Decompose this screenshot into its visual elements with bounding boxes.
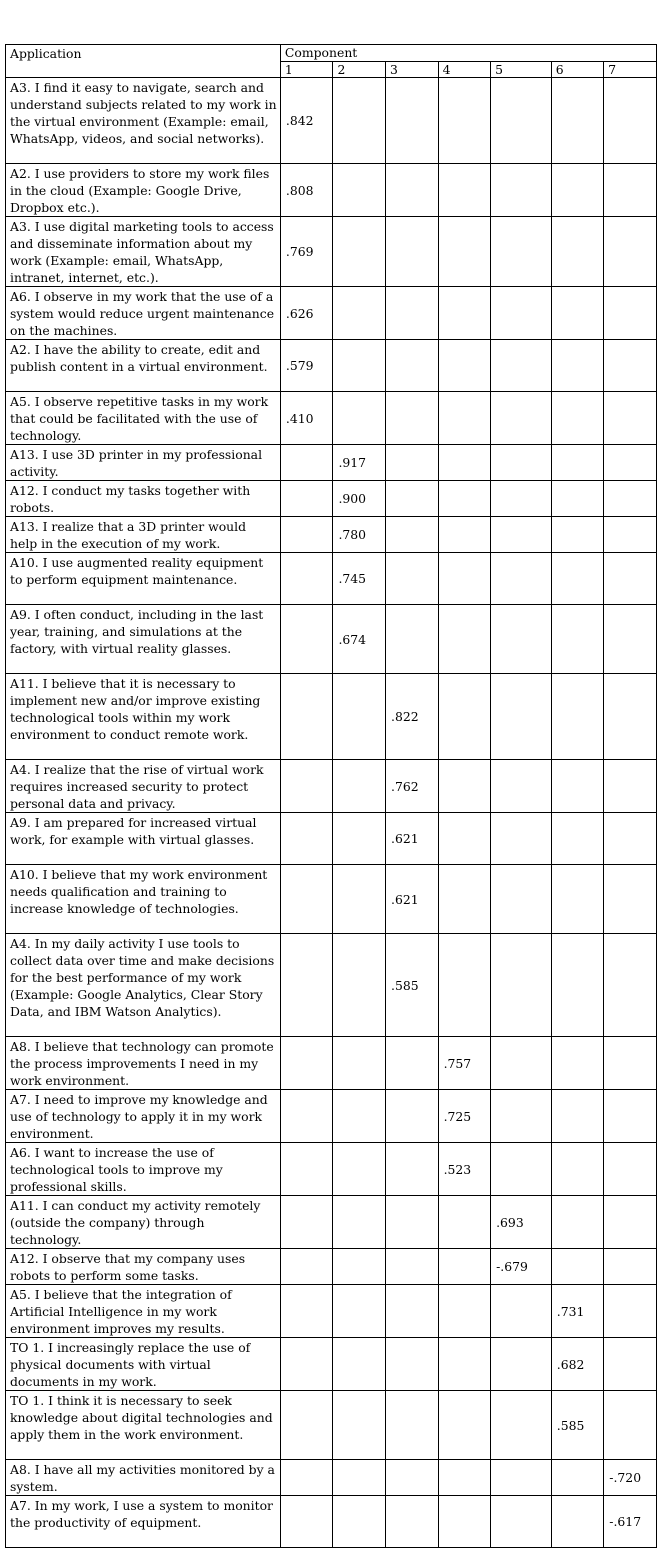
empty-cell [280,1037,333,1090]
empty-cell [386,1090,439,1143]
item-label: A11. I can conduct my activity remotely (outside the company) through technology. [6,1196,281,1249]
empty-cell [491,287,552,340]
empty-cell [438,1285,491,1338]
empty-cell [333,78,386,164]
empty-cell [280,674,333,760]
item-label: A7. In my work, I use a system to monitor the productivity of equipment. [6,1496,281,1548]
item-label: A10. I use augmented reality equipment to perform equipment maintenance. [6,553,281,605]
empty-cell [551,340,604,392]
empty-cell [491,813,552,865]
empty-cell [551,1037,604,1090]
table-row [6,605,657,674]
empty-cell [438,1196,491,1249]
loading-value: .808 [280,164,333,217]
loading-value: .410 [280,392,333,445]
item-label: A3. I find it easy to navigate, search and understand subjects related to my work in the virtual environment (Example: email, WhatsApp, videos, and social networks). [6,78,281,164]
empty-cell [551,392,604,445]
empty-cell [491,445,552,481]
empty-cell [491,553,552,605]
empty-cell [386,1037,439,1090]
empty-cell [551,445,604,481]
item-label: A8. I believe that technology can promote the process improvements I need in my work environment. [6,1037,281,1090]
empty-cell [333,1285,386,1338]
loading-value: -.617 [604,1496,657,1548]
empty-cell [280,1391,333,1460]
empty-cell [491,1090,552,1143]
empty-cell [280,1143,333,1196]
empty-cell [604,445,657,481]
empty-cell [604,605,657,674]
empty-cell [491,517,552,553]
empty-cell [604,287,657,340]
empty-cell [438,674,491,760]
empty-cell [333,1460,386,1496]
empty-cell [604,517,657,553]
empty-cell [551,865,604,934]
empty-cell [604,760,657,813]
loading-value: .731 [551,1285,604,1338]
empty-cell [551,605,604,674]
table-row [6,392,657,445]
empty-cell [438,813,491,865]
empty-cell [438,392,491,445]
table-row [6,1338,657,1391]
empty-cell [604,1249,657,1285]
empty-cell [333,164,386,217]
table-row [6,1196,657,1249]
item-label: A4. In my daily activity I use tools to collect data over time and make decisions for the best performance of my work (Example: Google Analytics, Clear Story Data, and IBM Watson Analytics). [6,934,281,1037]
empty-cell [386,445,439,481]
loading-value: .585 [386,934,439,1037]
empty-cell [438,934,491,1037]
empty-cell [551,287,604,340]
empty-cell [333,217,386,287]
loading-value: .626 [280,287,333,340]
empty-cell [491,164,552,217]
table-row [6,813,657,865]
empty-cell [438,605,491,674]
loading-value: .917 [333,445,386,481]
empty-cell [280,934,333,1037]
empty-cell [280,813,333,865]
empty-cell [438,1338,491,1391]
empty-cell [491,217,552,287]
empty-cell [333,865,386,934]
empty-cell [333,392,386,445]
loading-value: -.720 [604,1460,657,1496]
loading-value: .757 [438,1037,491,1090]
empty-cell [551,164,604,217]
empty-cell [386,340,439,392]
empty-cell [386,481,439,517]
empty-cell [551,217,604,287]
empty-cell [386,605,439,674]
component-number: 1 [280,62,333,78]
empty-cell [333,340,386,392]
empty-cell [333,1090,386,1143]
loading-value: .762 [386,760,439,813]
empty-cell [491,1338,552,1391]
empty-cell [280,517,333,553]
item-label: A13. I realize that a 3D printer would help in the execution of my work. [6,517,281,553]
empty-cell [491,78,552,164]
item-label: A8. I have all my activities monitored by a system. [6,1460,281,1496]
empty-cell [604,1143,657,1196]
empty-cell [386,78,439,164]
empty-cell [438,445,491,481]
item-label: A13. I use 3D printer in my professional activity. [6,445,281,481]
empty-cell [333,934,386,1037]
empty-cell [333,674,386,760]
empty-cell [438,760,491,813]
empty-cell [551,78,604,164]
empty-cell [386,1285,439,1338]
table-row [6,1460,657,1496]
empty-cell [333,1391,386,1460]
empty-cell [604,674,657,760]
item-label: A2. I have the ability to create, edit and publish content in a virtual environment. [6,340,281,392]
empty-cell [333,1037,386,1090]
empty-cell [438,1460,491,1496]
empty-cell [386,217,439,287]
table-row [6,1249,657,1285]
empty-cell [386,1460,439,1496]
empty-cell [491,340,552,392]
empty-cell [386,1338,439,1391]
item-label: A9. I often conduct, including in the last year, training, and simulations at the factory, with virtual reality glasses. [6,605,281,674]
table-row [6,164,657,217]
empty-cell [438,553,491,605]
empty-cell [386,1196,439,1249]
empty-cell [491,674,552,760]
loading-value: .822 [386,674,439,760]
item-label: A9. I am prepared for increased virtual work, for example with virtual glasses. [6,813,281,865]
empty-cell [551,1196,604,1249]
empty-cell [333,287,386,340]
empty-cell [386,553,439,605]
loading-value: .682 [551,1338,604,1391]
empty-cell [604,392,657,445]
empty-cell [551,481,604,517]
table-row [6,1285,657,1338]
table-row [6,481,657,517]
empty-cell [604,934,657,1037]
empty-cell [280,605,333,674]
empty-cell [551,1090,604,1143]
empty-cell [604,78,657,164]
table-row [6,865,657,934]
table-row [6,340,657,392]
component-number: 7 [604,62,657,78]
table-row [6,1391,657,1460]
loading-value: .842 [280,78,333,164]
empty-cell [491,865,552,934]
table-row [6,674,657,760]
table-row [6,517,657,553]
empty-cell [604,865,657,934]
empty-cell [491,605,552,674]
component-matrix-table [5,44,657,1548]
empty-cell [551,1249,604,1285]
empty-cell [333,1338,386,1391]
empty-cell [386,1143,439,1196]
empty-cell [551,934,604,1037]
table-row [6,934,657,1037]
empty-cell [604,340,657,392]
empty-cell [491,760,552,813]
item-label: A6. I want to increase the use of technological tools to improve my professional skills. [6,1143,281,1196]
empty-cell [491,392,552,445]
empty-cell [438,287,491,340]
loading-value: .745 [333,553,386,605]
component-number: 5 [491,62,552,78]
table-row [6,1143,657,1196]
empty-cell [604,1391,657,1460]
empty-cell [491,1285,552,1338]
empty-cell [386,517,439,553]
empty-cell [551,674,604,760]
loading-value: -.679 [491,1249,552,1285]
empty-cell [333,1249,386,1285]
empty-cell [604,813,657,865]
empty-cell [491,1143,552,1196]
empty-cell [386,1249,439,1285]
empty-cell [280,553,333,605]
item-label: A12. I observe that my company uses robots to perform some tasks. [6,1249,281,1285]
loading-value: .523 [438,1143,491,1196]
table-row [6,553,657,605]
component-number: 3 [386,62,439,78]
header-row [6,45,657,62]
empty-cell [280,1338,333,1391]
loading-value: .693 [491,1196,552,1249]
empty-cell [438,1391,491,1460]
empty-cell [333,1143,386,1196]
empty-cell [280,481,333,517]
empty-cell [280,1249,333,1285]
loading-value: .900 [333,481,386,517]
empty-cell [438,78,491,164]
empty-cell [280,1285,333,1338]
empty-cell [438,865,491,934]
component-number: 2 [333,62,386,78]
loading-value: .780 [333,517,386,553]
empty-cell [386,287,439,340]
table-row [6,217,657,287]
loading-value: .621 [386,813,439,865]
item-label: A5. I observe repetitive tasks in my work that could be facilitated with the use of technology. [6,392,281,445]
empty-cell [280,1460,333,1496]
empty-cell [491,1460,552,1496]
empty-cell [491,1391,552,1460]
empty-cell [438,164,491,217]
empty-cell [280,445,333,481]
empty-cell [604,1196,657,1249]
table-row [6,78,657,164]
item-label: TO 1. I think it is necessary to seek knowledge about digital technologies and apply them in the work environment. [6,1391,281,1460]
empty-cell [386,164,439,217]
loading-value: .621 [386,865,439,934]
item-label: A5. I believe that the integration of Artificial Intelligence in my work environment improves my results. [6,1285,281,1338]
empty-cell [604,1090,657,1143]
empty-cell [604,1037,657,1090]
empty-cell [604,1338,657,1391]
component-header: Component [280,45,656,62]
item-label: A4. I realize that the rise of virtual work requires increased security to protect personal data and privacy. [6,760,281,813]
table-row [6,1090,657,1143]
item-label: A2. I use providers to store my work files in the cloud (Example: Google Drive, Dropbox etc.). [6,164,281,217]
empty-cell [438,1249,491,1285]
loading-value: .725 [438,1090,491,1143]
empty-cell [604,164,657,217]
item-label: A10. I believe that my work environment needs qualification and training to increase knowledge of technologies. [6,865,281,934]
loading-value: .769 [280,217,333,287]
empty-cell [551,553,604,605]
empty-cell [604,217,657,287]
empty-cell [438,217,491,287]
item-label: TO 1. I increasingly replace the use of physical documents with virtual documents in my work. [6,1338,281,1391]
component-number: 6 [551,62,604,78]
application-header: Application [6,45,281,78]
empty-cell [438,340,491,392]
loading-value: .579 [280,340,333,392]
table-row [6,445,657,481]
component-number: 4 [438,62,491,78]
empty-cell [604,1285,657,1338]
item-label: A6. I observe in my work that the use of a system would reduce urgent maintenance on the machines. [6,287,281,340]
loading-value: .585 [551,1391,604,1460]
empty-cell [333,813,386,865]
item-label: A3. I use digital marketing tools to access and disseminate information about my work (Example: email, WhatsApp, intranet, internet, etc.). [6,217,281,287]
table-row [6,287,657,340]
empty-cell [604,481,657,517]
loading-value: .674 [333,605,386,674]
table-row [6,1037,657,1090]
empty-cell [280,1090,333,1143]
empty-cell [551,813,604,865]
empty-cell [280,760,333,813]
empty-cell [333,760,386,813]
empty-cell [280,1196,333,1249]
empty-cell [551,1143,604,1196]
empty-cell [386,1391,439,1460]
empty-cell [491,934,552,1037]
item-label: A12. I conduct my tasks together with robots. [6,481,281,517]
empty-cell [491,1037,552,1090]
empty-cell [280,865,333,934]
empty-cell [551,517,604,553]
table-row [6,760,657,813]
item-label: A11. I believe that it is necessary to implement new and/or improve existing technological tools within my work environment to conduct remote work. [6,674,281,760]
item-label: A7. I need to improve my knowledge and use of technology to apply it in my work environment. [6,1090,281,1143]
empty-cell [438,481,491,517]
empty-cell [551,760,604,813]
empty-cell [604,553,657,605]
empty-cell [491,481,552,517]
empty-cell [551,1460,604,1496]
empty-cell [333,1196,386,1249]
empty-cell [386,392,439,445]
empty-cell [438,517,491,553]
